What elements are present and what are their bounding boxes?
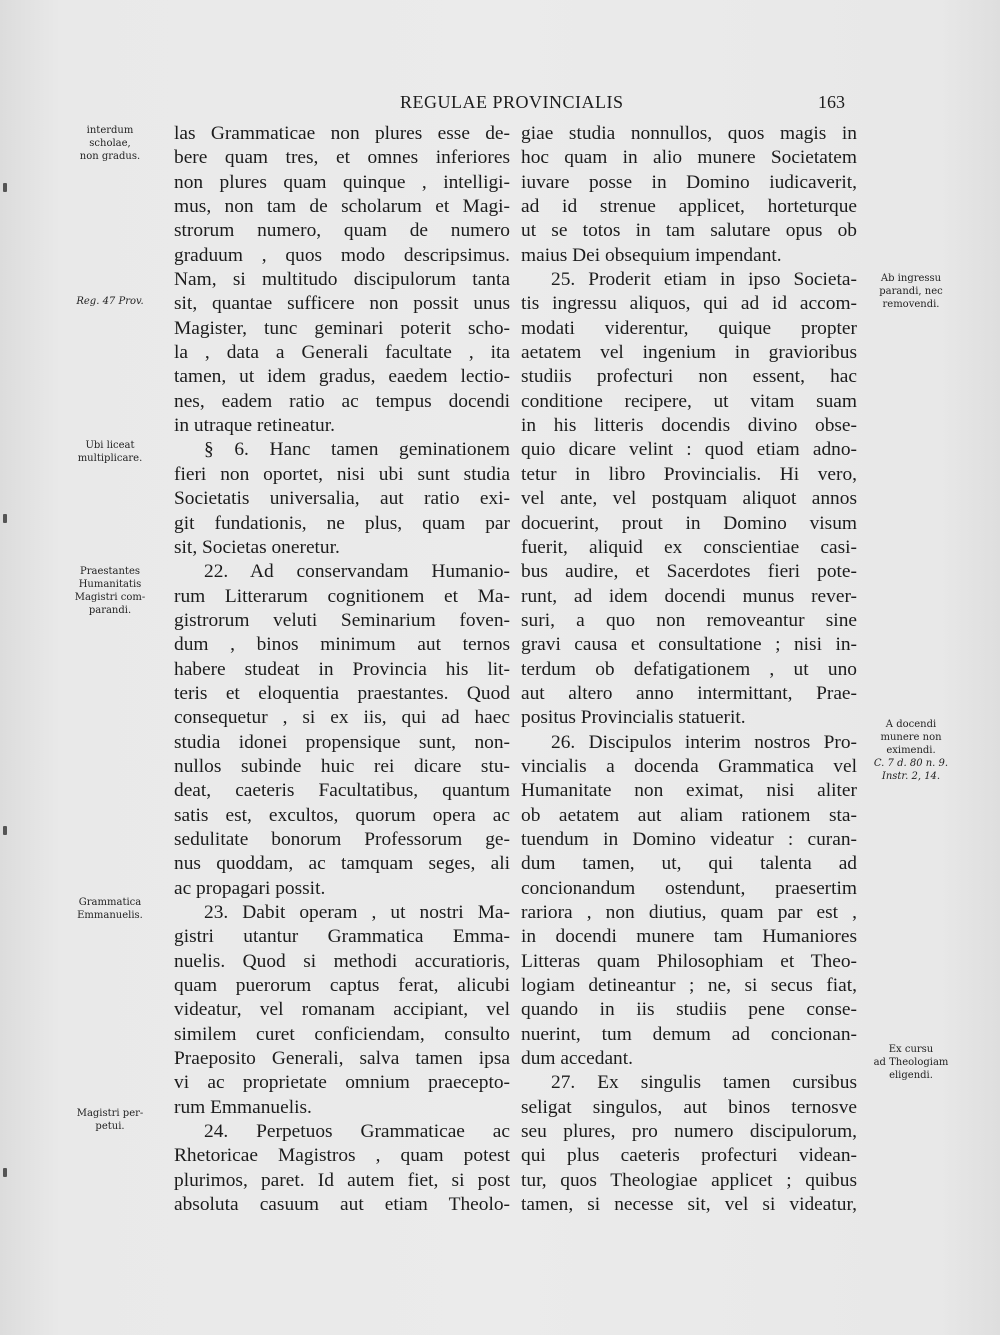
text-line: rum Litterarum cognitionem et Ma- bbox=[174, 585, 510, 607]
text-line: similem curet conficiendam, consulto bbox=[174, 1023, 510, 1045]
text-line: Rhetoricae Magistros , quam potest bbox=[174, 1145, 510, 1167]
text-line: strorum numero, quam de numero bbox=[174, 220, 510, 242]
text-line: § 6. Hanc tamen geminationem bbox=[204, 439, 510, 461]
text-line: rum Emmanuelis. bbox=[174, 1096, 312, 1118]
text-line: ob aetatem aut aliam rationem sta- bbox=[521, 804, 857, 826]
text-line: nullos subinde huic rei dicare stu- bbox=[174, 755, 510, 777]
text-line: bere quam tres, et omnes inferiores bbox=[174, 147, 510, 169]
text-line: 23. Dabit operam , ut nostri Ma- bbox=[204, 902, 510, 923]
text-line: positus Provincialis statuerit. bbox=[521, 707, 746, 729]
text-line: gistri utantur Grammatica Emma- bbox=[174, 926, 510, 948]
text-line: giae studia nonnullos, quos magis in bbox=[521, 123, 857, 144]
text-line: 22. Ad conservandam Humanio- bbox=[204, 561, 510, 583]
text-line: non plures quam quinque , intelligi- bbox=[174, 171, 510, 193]
text-line: qui plus caeteris profecturi videan- bbox=[521, 1145, 857, 1167]
margin-note-praestantes: Praestantes Humanitatis Magistri com- parandi. bbox=[74, 566, 146, 616]
text-line: bus audire, et Sacerdotes fieri pote- bbox=[521, 561, 857, 583]
text-line: tamen, ut idem gradus, eaedem lectio- bbox=[174, 366, 510, 388]
running-title: REGULAE PROVINCIALIS bbox=[400, 92, 624, 112]
text-line: 26. Discipulos interim nostros Pro- bbox=[551, 731, 857, 753]
text-line: satis est, excultos, quorum opera ac bbox=[174, 804, 510, 826]
text-line: iuvare posse in Domino iudicaverit, bbox=[521, 171, 857, 193]
text-line: ut se totos in tam salutare opus ob bbox=[521, 220, 857, 242]
text-line: la , data a Generali facultate , ita bbox=[174, 342, 510, 364]
text-line: rariora , non diutius, quam par est , bbox=[521, 902, 857, 923]
text-line: sit, quantae sufficere non possit unus bbox=[174, 293, 510, 315]
text-line: hoc quam in alio munere Societatem bbox=[521, 147, 857, 169]
text-line: Societatis universalia, aut ratio exi- bbox=[174, 488, 510, 510]
text-line: plurimos, paret. Id autem fiet, si post bbox=[174, 1169, 510, 1191]
text-line: habere studeat in Provincia his lit- bbox=[174, 658, 510, 680]
margin-note-reg-47: Reg. 47 Prov. bbox=[76, 296, 144, 307]
margin-note-grammatica: Grammatica Emmanuelis. bbox=[77, 897, 143, 921]
text-line: fieri non oportet, nisi ubi sunt studia bbox=[174, 463, 510, 485]
text-line: nuelis. Quod si methodi accuratioris, bbox=[174, 950, 510, 972]
text-line: studiis profecturi non essent, hac bbox=[521, 366, 857, 388]
text-line: suri, a quo non removeantur sine bbox=[521, 609, 857, 631]
binding-mark bbox=[3, 826, 7, 835]
text-line: sedulitate bonorum Professorum ge- bbox=[174, 828, 510, 850]
text-line: in docendi munere tam Humaniores bbox=[521, 926, 857, 948]
text-line: in utraque retineatur. bbox=[174, 415, 335, 437]
margin-note-ubi-liceat: Ubi liceat multiplicare. bbox=[77, 440, 143, 464]
text-line: tuendum in Domino videatur : curan- bbox=[521, 828, 857, 850]
text-line: Praeposito Generali, salva tamen ipsa bbox=[174, 1048, 510, 1070]
binding-mark bbox=[3, 1168, 7, 1177]
text-line: seligat singulos, aut binos ternosve bbox=[521, 1096, 857, 1118]
text-line: gistrorum veluti Seminarium foven- bbox=[174, 609, 510, 631]
margin-note-magistri-perpetui: Magistri per- petui. bbox=[76, 1108, 144, 1132]
text-line: in his litteris docendis divino obse- bbox=[521, 415, 857, 437]
text-line: absoluta casuum aut etiam Theolo- bbox=[174, 1194, 510, 1216]
page-number: 163 bbox=[818, 92, 845, 112]
text-line: maius Dei obsequium impendant. bbox=[521, 244, 782, 266]
text-line: tetur in libro Provincialis. Hi vero, bbox=[521, 463, 857, 485]
text-line: quio dicare velint : quod etiam adno- bbox=[521, 439, 857, 461]
text-line: ac propagari possit. bbox=[174, 877, 326, 899]
text-line: deat, caeteris Facultatibus, quantum bbox=[174, 780, 510, 802]
text-line: terdum ob defatigationem , ut uno bbox=[521, 658, 857, 680]
margin-note-ab-ingressu: Ab ingressu parandi, nec removendi. bbox=[879, 273, 943, 310]
text-line: dum accedant. bbox=[521, 1048, 633, 1070]
text-line: runt, ad idem docendi munus rever- bbox=[521, 585, 857, 607]
text-line: las Grammaticae non plures esse de- bbox=[174, 123, 510, 144]
text-line: conditione recipere, ut vitam suam bbox=[521, 390, 857, 412]
text-line: tur, quos Theologiae applicet ; quibus bbox=[521, 1169, 857, 1191]
text-line: 27. Ex singulis tamen cursibus bbox=[551, 1072, 857, 1094]
text-line: git fundationis, ne plus, quam par bbox=[174, 512, 510, 534]
text-line: logiam detineantur ; ne, si secus fiat, bbox=[521, 975, 857, 997]
margin-note-ex-cursu: Ex cursu ad Theologiam eligendi. bbox=[873, 1044, 949, 1081]
text-line: fuerit, aliquid ex conscientiae casi- bbox=[521, 536, 857, 558]
text-line: dum tamen, ut, qui talenta ad bbox=[521, 853, 857, 875]
text-line: vincialis a docenda Grammatica vel bbox=[521, 755, 857, 777]
text-line: tis ingressu aliquos, qui ad id accom- bbox=[521, 293, 857, 315]
binding-mark bbox=[3, 514, 7, 523]
right-text-column bbox=[521, 122, 857, 1217]
text-line: tamen, si necesse sit, vel si videatur, bbox=[521, 1194, 857, 1216]
text-line: Humanitate non eximat, nisi aliter bbox=[521, 780, 857, 802]
text-line: Nam, si multitudo discipulorum tanta bbox=[174, 269, 510, 291]
text-line: quam puerorum captus ferat, alicubi bbox=[174, 975, 510, 997]
text-line: vi ac proprietate omnium praecepto- bbox=[174, 1072, 510, 1094]
text-line: graduum , quos modo descripsimus. bbox=[174, 244, 510, 266]
text-line: ad id strenue applicet, horteturque bbox=[521, 196, 857, 218]
text-line: Magister, tunc geminari poterit scho- bbox=[174, 317, 510, 339]
text-line: docuerint, prout in Domino visum bbox=[521, 512, 857, 534]
text-line: nes, eadem ratio ac tempus docendi bbox=[174, 390, 510, 412]
text-line: consequetur , si ex iis, qui ad haec bbox=[174, 707, 510, 729]
binding-mark bbox=[3, 183, 7, 192]
text-line: 25. Proderit etiam in ipso Societa- bbox=[551, 269, 857, 291]
text-line: concionandum ostendunt, praesertim bbox=[521, 877, 857, 899]
running-head bbox=[0, 92, 1000, 116]
text-line: videatur, vel romanam accipiant, vel bbox=[174, 999, 510, 1021]
text-line: aetatem vel ingenium in gravioribus bbox=[521, 342, 857, 364]
text-line: dum , binos minimum aut ternos bbox=[174, 634, 510, 656]
text-line: sit, Societas oneretur. bbox=[174, 536, 340, 558]
text-line: teris et eloquentia praestantes. Quod bbox=[174, 682, 510, 704]
text-line: seu plures, pro numero discipulorum, bbox=[521, 1121, 857, 1143]
text-line: aut altero anno intermittant, Prae- bbox=[521, 682, 857, 704]
text-line: gravi causa et consultatione ; nisi in- bbox=[521, 634, 857, 656]
text-line: studia idonei propensique sunt, non- bbox=[174, 731, 510, 753]
left-text-column bbox=[174, 122, 510, 1217]
text-line: nus quoddam, ac tamquam seges, ali bbox=[174, 853, 510, 875]
text-line: vel ante, vel postquam aliquot annos bbox=[521, 488, 857, 510]
text-line: Litteras quam Philosophiam et Theo- bbox=[521, 950, 857, 972]
margin-note-a-docendi: A docendi munere non eximendi. C. 7 d. 80 n. 9. Instr. 2, 14. bbox=[873, 719, 949, 782]
text-line: mus, non tam de scholarum et Magi- bbox=[174, 196, 510, 218]
text-line: nuerint, tum demum ad concionan- bbox=[521, 1023, 857, 1045]
text-line: 24. Perpetuos Grammaticae ac bbox=[204, 1121, 510, 1143]
margin-note-interdum-scholae: interdum scholae, non gradus. bbox=[79, 125, 141, 162]
text-line: quando in iis studiis pene conse- bbox=[521, 999, 857, 1021]
text-line: modati viderentur, quique propter bbox=[521, 317, 857, 339]
